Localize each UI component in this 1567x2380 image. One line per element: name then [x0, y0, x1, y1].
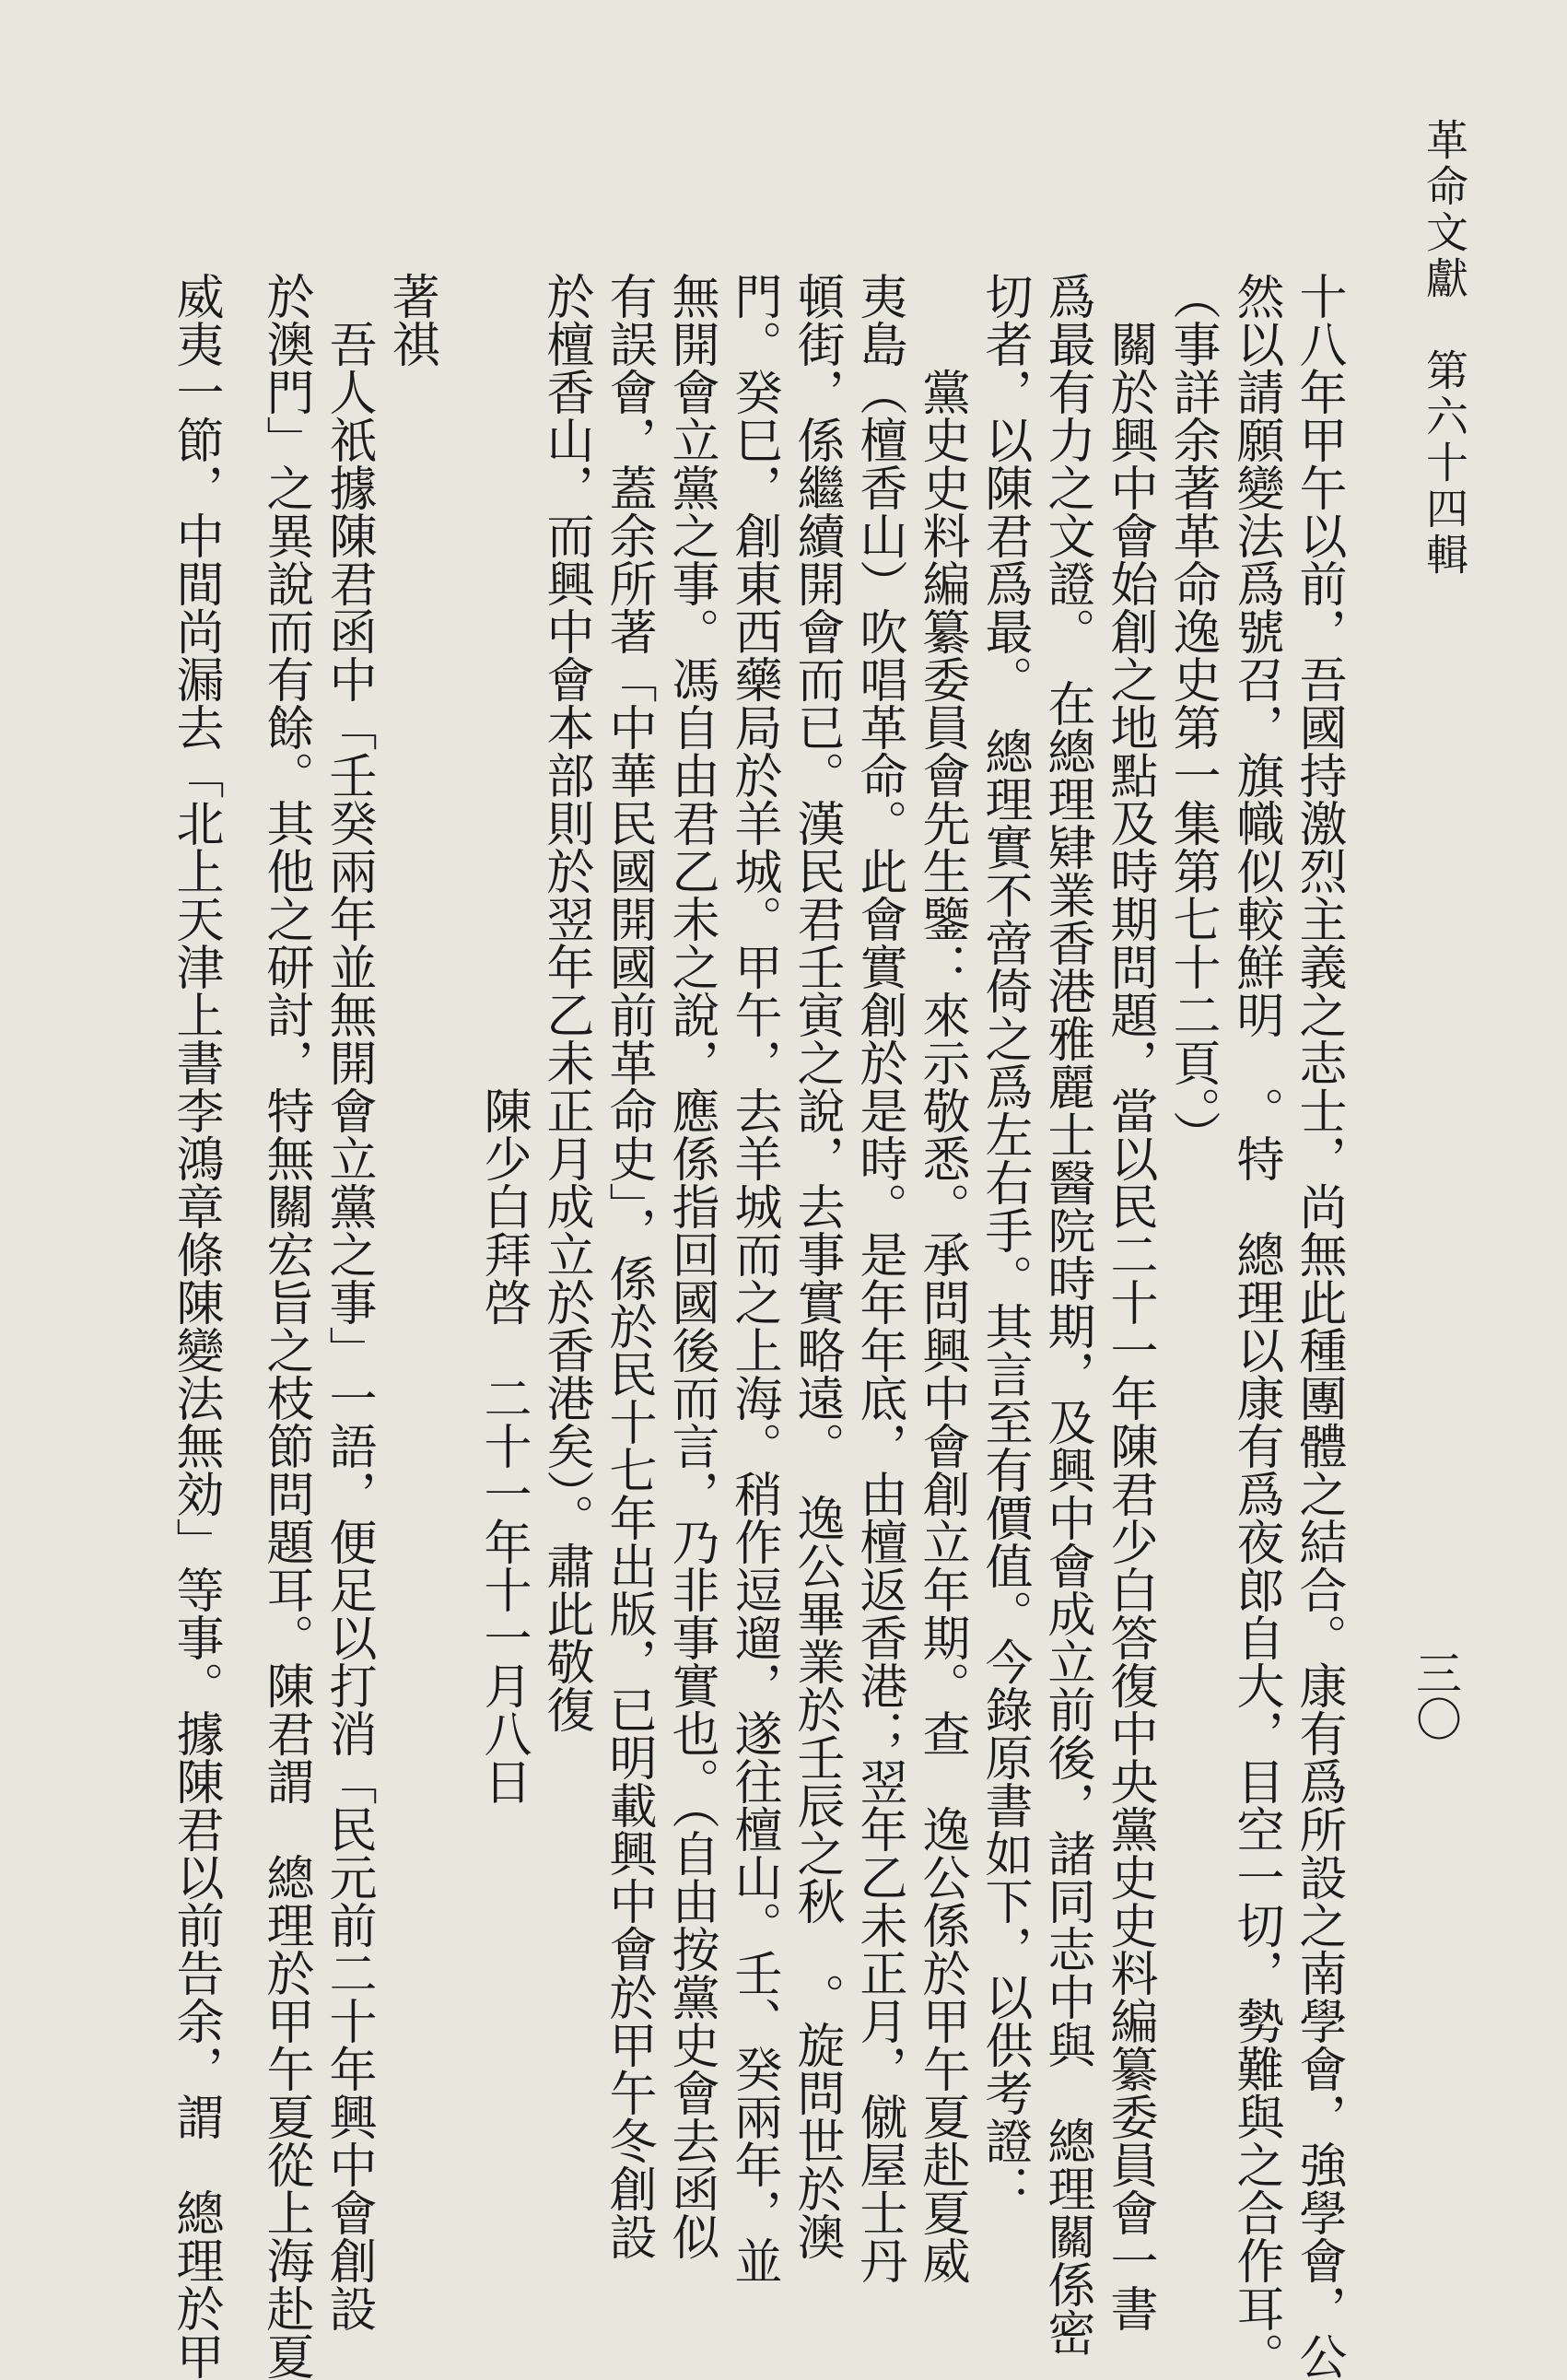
closing-salutation: 著祺	[383, 272, 439, 368]
page-number: 三〇	[1409, 1649, 1462, 1741]
text-column: 於澳門」之異說而有餘。其他之研討，特無關宏旨之枝節問題耳。陳君謂 總理於甲午夏從上海赴夏	[258, 272, 313, 2380]
text-column: 於檀香山，而興中會本部則於翌年乙未正月成立於香港矣）。肅此敬復	[538, 272, 593, 1733]
text-column: 吾人祇據陳君函中「壬癸兩年並無開會立黨之事」一語，便足以打消「民元前二十年興中會創設	[321, 272, 376, 2332]
text-column: 十八年甲午以前，吾國持激烈主義之志士，尚無此種團體之結合。康有爲所設之南學會，強學會，公	[1291, 272, 1346, 2380]
signature-line: 陳少白拜啓 二十一年十一月八日	[475, 272, 531, 1805]
text-column: 有誤會，蓋余所著「中華民國開國前革命史」，係於民十七年出版，已明載興中會於甲午冬創設	[601, 272, 656, 2260]
text-column: 爲最有力之文證。 在總理肄業香港雅麗士醫院時期，及興中會成立前後，諸同志中與 總理關係密	[1039, 272, 1094, 2356]
text-column: 頓街，係繼續開會而已。漢民君壬寅之說，去事實略遠。 逸公畢業於壬辰之秋 。旋問世於澳	[789, 272, 844, 2260]
text-column: 夷島（檀香山）吹唱革命。此會實創於是時。是年年底，由檀返香港；翌年乙未正月，僦屋士丹	[851, 272, 906, 2284]
text-column: 無開會立黨之事。馮自由君乙未之說，應係指回國後而言，乃非事實也。（自由按黨史會去函似	[663, 272, 719, 2260]
text-column: 關於興中會始創之地點及時期問題，當以民二十一年陳君少白答復中央黨史史料編纂委員會一書	[1102, 272, 1157, 2332]
text-column: 門。癸巳，創東西藥局於羊城。甲午，去羊城而之上海。稍作逗遛，遂往檀山。壬、癸兩年，並	[726, 272, 781, 2284]
text-column: 黨史史料編纂委員會先生鑒：來示敬悉。承問興中會創立年期。查 逸公係於甲午夏赴夏威	[914, 272, 969, 2284]
text-column: 切者，以陳君爲最。 總理實不啻倚之爲左右手。其言至有價值。今錄原書如下，以供考證：	[976, 272, 1032, 2212]
text-column: （事詳余著革命逸史第一集第七十二頁。）	[1164, 272, 1220, 1158]
running-header: 革命文獻 第六十四輯	[1420, 118, 1469, 579]
text-column: 然以請願變法爲號召，旗幟似較鮮明 。特 總理以康有爲夜郎自大，目空一切，勢難與之合作耳。	[1228, 272, 1283, 2380]
text-column: 威夷一節，中間尚漏去「北上天津上書李鴻章條陳變法無効」等事。據陳君以前告余，謂 總理於甲	[168, 272, 223, 2380]
